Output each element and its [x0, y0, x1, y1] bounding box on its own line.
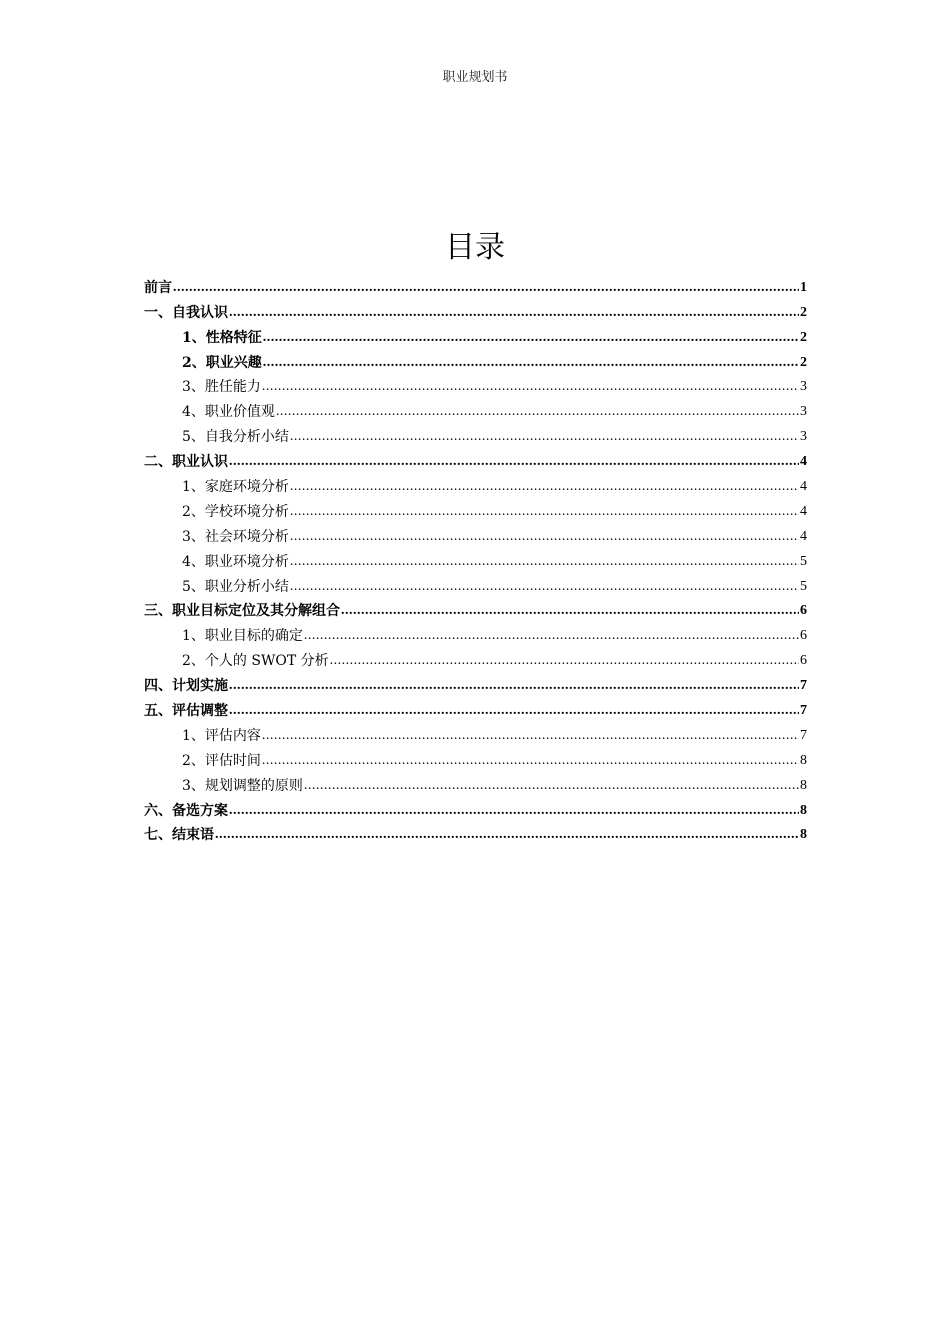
dot-leader	[262, 377, 799, 397]
toc-entry[interactable]	[144, 646, 807, 671]
toc-entry-label: 4、职业环境分析	[182, 553, 289, 570]
dot-leader	[229, 676, 799, 696]
dot-leader	[290, 577, 799, 597]
toc-page-number: 7	[800, 727, 807, 743]
dot-leader	[263, 353, 799, 373]
toc-entry-label: 五、评估调整	[144, 703, 228, 720]
toc-entry-label: 2、学校环境分析	[182, 503, 289, 520]
toc-entry-label: 四、计划实施	[144, 678, 228, 695]
dot-leader	[290, 502, 799, 522]
dot-leader	[290, 527, 799, 547]
toc-entry[interactable]	[144, 447, 807, 472]
dot-leader	[215, 825, 799, 845]
dot-leader	[229, 701, 799, 721]
toc-entry-label: 3、规划调整的原则	[182, 777, 303, 794]
dot-leader	[276, 402, 799, 422]
toc-page-number: 2	[800, 329, 807, 345]
toc-page-number: 4	[800, 503, 807, 519]
toc-entry[interactable]	[144, 597, 807, 622]
toc-entry[interactable]	[144, 323, 807, 348]
toc-entry[interactable]	[144, 771, 807, 796]
toc-page-number: 3	[800, 429, 807, 445]
toc-entry[interactable]	[144, 348, 807, 373]
toc-page-number: 8	[800, 777, 807, 793]
toc-entry-label: 3、社会环境分析	[182, 528, 289, 545]
toc-entry[interactable]	[144, 397, 807, 422]
toc-entry-label: 1、评估内容	[182, 727, 261, 744]
toc-page-number: 8	[800, 802, 807, 818]
dot-leader	[304, 776, 799, 796]
toc-entry-label: 三、职业目标定位及其分解组合	[144, 603, 340, 620]
toc-page-number: 8	[800, 827, 807, 843]
toc-page-number: 3	[800, 404, 807, 420]
toc-entry[interactable]	[144, 422, 807, 447]
toc-entry-label: 1、职业目标的确定	[182, 628, 303, 645]
page-header: 职业规划书	[442, 70, 508, 85]
dot-leader	[173, 278, 799, 298]
toc-entry[interactable]	[144, 746, 807, 771]
toc-page-number: 4	[800, 454, 807, 470]
toc-entry[interactable]	[144, 621, 807, 646]
toc-page-number: 2	[800, 304, 807, 320]
toc-title: 目录	[445, 230, 505, 265]
dot-leader	[262, 751, 799, 771]
toc-entry-label: 2、评估时间	[182, 752, 261, 769]
toc-page-number: 3	[800, 379, 807, 395]
toc-entry-label: 二、职业认识	[144, 454, 228, 471]
dot-leader	[290, 477, 799, 497]
toc-page-number: 6	[800, 653, 807, 669]
toc-entry-label: 5、职业分析小结	[182, 578, 289, 595]
dot-leader	[262, 726, 799, 746]
toc-entry-label: 2、个人的 SWOT 分析	[182, 653, 329, 670]
toc-entry[interactable]	[144, 821, 807, 846]
toc-page-number: 4	[800, 528, 807, 544]
toc-entry[interactable]	[144, 373, 807, 398]
toc-page-number: 6	[800, 628, 807, 644]
toc-entry-label: 六、备选方案	[144, 802, 228, 819]
toc-entry-label: 2、职业兴趣	[182, 354, 262, 371]
toc-page-number: 7	[800, 678, 807, 694]
toc-page-number: 8	[800, 752, 807, 768]
toc-entry[interactable]	[144, 796, 807, 821]
dot-leader	[229, 452, 799, 472]
dot-leader	[341, 601, 799, 621]
toc-page-number: 5	[800, 578, 807, 594]
toc-page-number: 4	[800, 479, 807, 495]
dot-leader	[229, 801, 799, 821]
toc-entry[interactable]	[144, 696, 807, 721]
dot-leader	[263, 328, 799, 348]
dot-leader	[304, 626, 799, 646]
dot-leader	[290, 427, 799, 447]
dot-leader	[330, 651, 799, 671]
toc-entry-label: 5、自我分析小结	[182, 429, 289, 446]
toc-entry[interactable]	[144, 497, 807, 522]
toc-entry[interactable]	[144, 472, 807, 497]
toc-entry-label: 前言	[144, 279, 172, 296]
toc-entry[interactable]	[144, 298, 807, 323]
toc-entry-label: 1、家庭环境分析	[182, 479, 289, 496]
toc-page-number: 7	[800, 703, 807, 719]
toc-page-number: 5	[800, 553, 807, 569]
toc-entry-label: 1、性格特征	[182, 329, 262, 346]
toc-entry-label: 4、职业价值观	[182, 404, 275, 421]
toc-entry-label: 3、胜任能力	[182, 379, 261, 396]
table-of-contents	[144, 273, 807, 845]
toc-entry[interactable]	[144, 273, 807, 298]
toc-entry[interactable]	[144, 522, 807, 547]
toc-page-number: 1	[800, 279, 807, 295]
toc-page-number: 6	[800, 603, 807, 619]
dot-leader	[229, 303, 799, 323]
dot-leader	[290, 552, 799, 572]
toc-entry[interactable]	[144, 547, 807, 572]
toc-entry-label: 七、结束语	[144, 827, 214, 844]
toc-entry[interactable]	[144, 572, 807, 597]
toc-entry[interactable]	[144, 671, 807, 696]
toc-page-number: 2	[800, 354, 807, 370]
toc-entry-label: 一、自我认识	[144, 304, 228, 321]
toc-entry[interactable]	[144, 721, 807, 746]
